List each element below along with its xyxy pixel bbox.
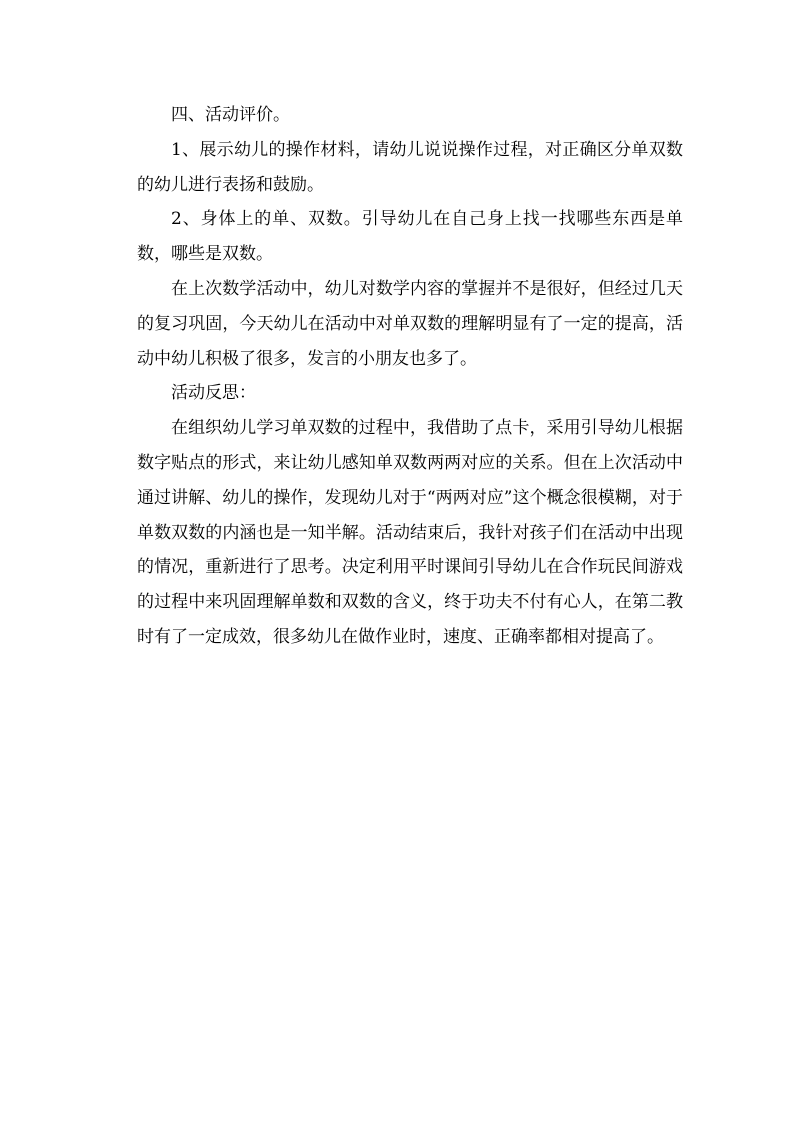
summary-paragraph: 在上次数学活动中，幼儿对数学内容的掌握并不是很好，但经过几天的复习巩固，今天幼儿在活动中对单双数的理解明显有了一定的提高，活动中幼儿积极了很多，发言的小朋友也多了。 <box>137 278 683 369</box>
evaluation-item-1: 1、展示幼儿的操作材料，请幼儿说说操作过程，对正确区分单双数的幼儿进行表扬和鼓励。 <box>137 139 683 195</box>
section-heading-evaluation: 四、活动评价。 <box>171 105 290 125</box>
document-body <box>137 98 683 655</box>
reflection-paragraph: 在组织幼儿学习单双数的过程中，我借助了点卡，采用引导幼儿根据数字贴点的形式，来让幼儿感知单双数两两对应的关系。但在上次活动中通过讲解、幼儿的操作，发现幼儿对于“两两对应”这个概念很模糊，对于单数双数的内涵也是一知半解。活动结束后，我针对孩子们在活动中出现的情况，重新进行了思考。决定利用平时课间引导幼儿在合作玩民间游戏的过程中来巩固理解单数和双数的含义，终于功夫不付有心人，在第二教时有了一定成效，很多幼儿在做作业时，速度、正确率都相对提高了。 <box>137 418 683 647</box>
section-heading-reflection: 活动反思： <box>171 383 256 404</box>
evaluation-item-2: 2、身体上的单、双数。引导幼儿在自己身上找一找哪些东西是单数，哪些是双数。 <box>137 209 683 265</box>
